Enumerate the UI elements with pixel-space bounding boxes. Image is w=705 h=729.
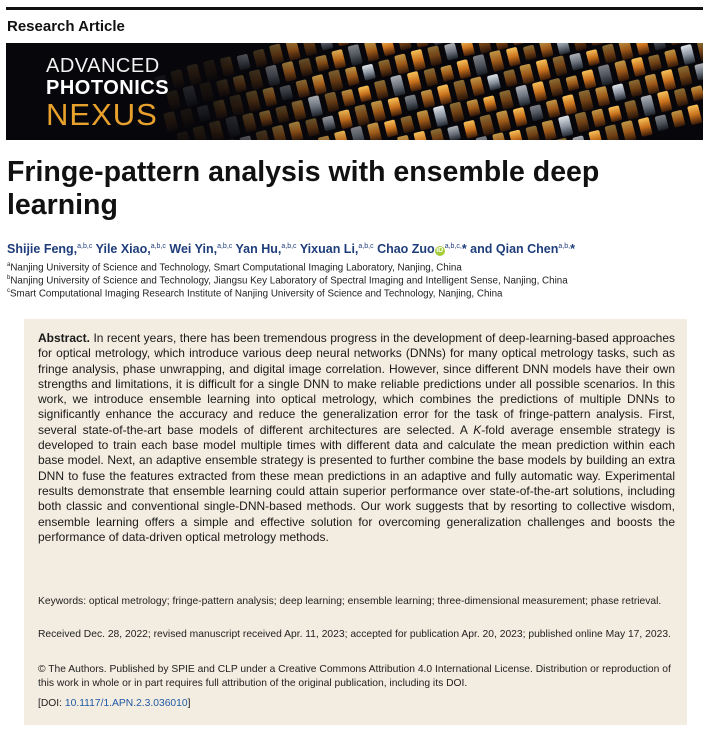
- author-name: Yan Hu,: [235, 242, 282, 256]
- author-list: Shijie Feng,$^{a,b,c}$ Yile Xiao,$^{a,b,c}$ Wei Yin,$^{a,b,c}$ Yan Hu,$^{a,b,c}$ Yixuan Li,$^{a,b,c}$ Chao Zuo $iD^{a,b,c,}*$ and Qian Chen$^{a,b,}$*: [7, 242, 575, 256]
- doi-link[interactable]: 10.1117/1.APN.2.3.036010: [64, 698, 188, 709]
- article-title: Fringe-pattern analysis with ensemble deep learning: [7, 156, 600, 221]
- author-affiliation-marks: a,b,c: [77, 242, 93, 250]
- corresponding-author-mark: *: [461, 242, 467, 256]
- abstract-body-part2: -fold average ensemble strategy is developed to train each base model multiple times with different data and calculate the mean prediction within each base model. Next, an adaptive ensemble strategy is presented to further combine the base models by building an extra DNN to fuse the features extracted from these mean predictions in an adaptive and fully automatic way. Experimental results demonstrate that ensemble learning could attain superior performance over state-of-the-art solutions, including both classic and conventional single-DNN-based methods. Our work suggests that by resorting to collective wisdom, ensemble learning offers a simple and effective solution for overcoming generalization challenges and boosts the performance of data-driven optical metrology methods.: [38, 422, 675, 544]
- affiliation-mark: a: [7, 262, 11, 268]
- abstract-text: [38, 331, 675, 545]
- affiliation-text: Nanjing University of Science and Technology, Smart Computational Imaging Laboratory, Nanjing, China: [10, 262, 462, 274]
- doi-line: [38, 697, 675, 711]
- affiliation-c: [7, 288, 502, 299]
- author-name: Qian Chen: [495, 242, 559, 256]
- journal-banner: [6, 43, 703, 140]
- author-name: Yile Xiao,: [95, 242, 151, 256]
- author-name: Yixuan Li,: [299, 242, 359, 256]
- affiliation-a: [7, 262, 462, 273]
- keywords: Keywords: optical metrology; fringe-pattern analysis; deep learning; ensemble learning; three-dimensional measurement; phase retrieval.: [38, 596, 662, 607]
- author-name: Shijie Feng,: [7, 242, 78, 256]
- abstract-label: Abstract.: [38, 331, 91, 345]
- affiliation-b: [7, 275, 568, 286]
- author-name: Chao Zuo: [377, 242, 435, 256]
- affiliation-text: Smart Computational Imaging Research Institute of Nanjing University of Science and Technology, Nanjing, China: [10, 288, 503, 300]
- affiliation-mark: b: [7, 275, 11, 281]
- affiliation-mark: c: [7, 288, 10, 294]
- orcid-icon[interactable]: iD: [436, 247, 444, 254]
- author-affiliation-marks: a,b,c: [150, 242, 166, 250]
- corresponding-author-mark: *: [570, 242, 575, 256]
- top-rule: [6, 7, 703, 10]
- received-dates: Received Dec. 28, 2022; revised manuscript received Apr. 11, 2023; accepted for publication Apr. 20, 2023; published online May 17, 2023.: [38, 629, 671, 640]
- journal-logo: [46, 56, 169, 130]
- abstract-body-part1: In recent years, there has been tremendous progress in the development of deep-learning-based approaches for optical metrology, which introduce various deep neural networks (DNNs) for many optical metrology tasks, such as fringe analysis, phase unwrapping, and digital image correlation. However, since different DNN models have their own strengths and limitations, it is difficult for a single DNN to make reliable predictions under all possible scenarios. In this work, we introduce ensemble learning into optical metrology, which combines the predictions of multiple DNNs to significantly enhance the accuracy and reduce the generalization error for the task of fringe-pattern analysis. First, several state-of-the-art base models of different architectures are selected. A: [38, 331, 675, 437]
- author-affiliation-marks: a,b,c: [358, 242, 374, 250]
- author-affiliation-marks: a,b,c: [217, 242, 233, 250]
- author-affiliation-marks: a,b,: [558, 242, 571, 250]
- abstract-box: [24, 319, 687, 725]
- author-affiliation-marks: a,b,c,: [444, 242, 462, 250]
- affiliation-text: Nanjing University of Science and Technology, Jiangsu Key Laboratory of Spectral Imaging and Intelligent Sense, Nanjing, China: [10, 275, 568, 287]
- doi-prefix: [DOI:: [38, 698, 65, 709]
- abstract-k-italic: K: [473, 422, 482, 437]
- author-name: Wei Yin,: [169, 242, 218, 256]
- license-statement: © The Authors. Published by SPIE and CLP under a Creative Commons Attribution 4.0 International License. Distribution or reproduction of this work in whole or in part requires full attribution of the original publication, including its DOI.: [38, 664, 671, 689]
- author-affiliation-marks: a,b,c: [281, 242, 297, 250]
- logo-line-photonics: PHOTONICS: [46, 77, 170, 99]
- section-label: Research Article: [7, 18, 125, 35]
- logo-line-advanced: ADVANCED: [46, 55, 160, 77]
- doi-suffix: ]: [187, 698, 191, 709]
- logo-line-nexus: NEXUS: [46, 97, 158, 132]
